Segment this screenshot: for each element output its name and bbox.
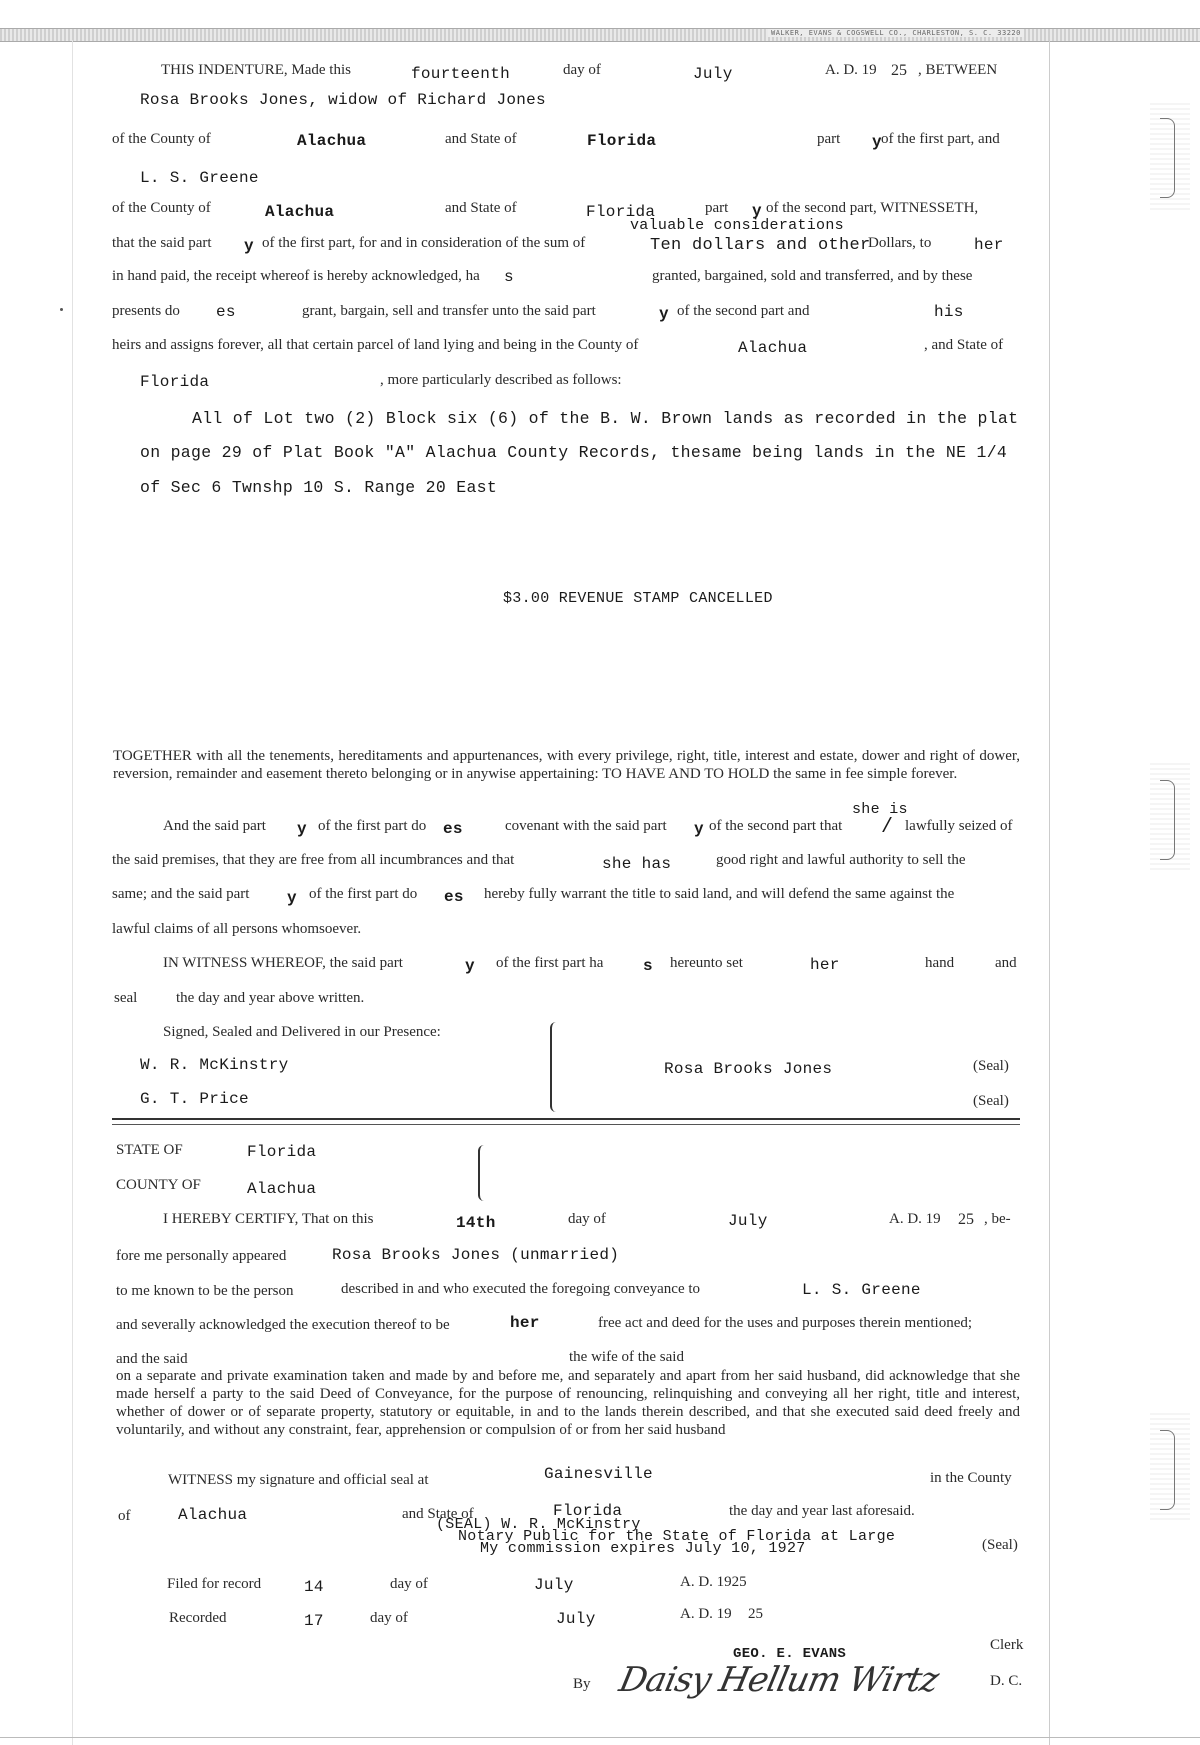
ad-label: A. D. 19 xyxy=(825,62,877,78)
and-label: and xyxy=(995,955,1017,971)
presents-do: presents do xyxy=(112,303,180,319)
severally-text: and severally acknowledged the execution thereof to be xyxy=(116,1317,450,1333)
in-witness-b: of the first part ha xyxy=(496,955,604,971)
consideration-amount: Ten dollars and other xyxy=(650,236,871,255)
day-of-label: day of xyxy=(568,1211,606,1227)
witness-name-2: G. T. Price xyxy=(140,1090,249,1108)
legal-description-line: of Sec 6 Twnshp 10 S. Range 20 East xyxy=(140,478,498,497)
same-c: hereby fully warrant the title to said land, and will defend the same against the xyxy=(484,886,955,902)
bottom-border xyxy=(0,1737,1200,1738)
ack-pronoun: her xyxy=(510,1314,540,1332)
wife-of-text: the wife of the said xyxy=(569,1349,684,1365)
grant-text: grant, bargain, sell and transfer unto the said part xyxy=(302,303,596,319)
together-clause: TOGETHER with all the tenements, hereditaments and appurtenances, with every privilege, right, title, interest and estate, dower and right of dower, reversion, remainder and easement thereto belonging or in anywise appertaining: TO HAVE AND TO HOLD the same in fee simple forever. xyxy=(113,748,1020,782)
in-witness-c: hereunto set xyxy=(670,955,743,971)
heirs-text: heirs and assigns forever, all that certain parcel of land lying and being in the County of xyxy=(112,337,639,353)
ack-year: 25 xyxy=(958,1211,974,1228)
venue-brace xyxy=(478,1145,490,1201)
seal-label: seal xyxy=(114,990,138,1006)
part-label: part xyxy=(705,200,729,216)
consideration-mid: of the first part, for and in consideration of the sum of xyxy=(262,235,586,251)
county-label: of the County of xyxy=(112,131,211,147)
recorded-month: July xyxy=(556,1610,596,1628)
covenant-b: of the first part do xyxy=(318,818,427,834)
ack-state-2: Florida xyxy=(553,1502,623,1520)
clerk-label: Clerk xyxy=(990,1637,1024,1653)
fore-me-text: fore me personally appeared xyxy=(116,1248,287,1264)
part-label: part xyxy=(817,131,841,147)
recorded-ad: A. D. 19 xyxy=(680,1606,732,1622)
second-part-and: of the second part and xyxy=(677,303,810,319)
day-of-label: day of xyxy=(563,62,601,78)
second-party-name: L. S. Greene xyxy=(140,169,259,187)
covenant-c: covenant with the said part xyxy=(505,818,667,834)
notary-seal-label: (Seal) xyxy=(982,1537,1018,1553)
clerk-name: GEO. E. EVANS xyxy=(733,1646,847,1662)
ack-place: Gainesville xyxy=(544,1465,653,1483)
recorded-day: 17 xyxy=(304,1612,324,1630)
first-part-text: of the first part, and xyxy=(881,131,1000,147)
day-of-label: day of xyxy=(370,1610,408,1626)
certify-text: I HEREBY CERTIFY, That on this xyxy=(163,1211,374,1227)
punch-dot xyxy=(60,308,63,311)
consideration-intro: that the said part xyxy=(112,235,212,251)
signed-sealed-label: Signed, Sealed and Delivered in our Presence: xyxy=(163,1024,441,1040)
revenue-stamp-note: $3.00 REVENUE STAMP CANCELLED xyxy=(503,590,773,607)
notary-commission: My commission expires July 10, 1927 xyxy=(480,1540,806,1557)
described-text: , more particularly described as follows: xyxy=(380,372,622,388)
covenant-does: es xyxy=(443,820,463,838)
she-has: she has xyxy=(602,855,672,873)
filed-day: 14 xyxy=(304,1578,324,1596)
indenture-day: fourteenth xyxy=(411,65,511,83)
binder-clip-icon xyxy=(1160,1430,1175,1510)
covenant-d: of the second part that xyxy=(709,818,843,834)
last-aforesaid-text: the day and year last aforesaid. xyxy=(729,1503,915,1519)
in-county-text: in the County xyxy=(930,1470,1012,1486)
hand-label: hand xyxy=(925,955,955,971)
ack-county: Alachua xyxy=(247,1180,317,1198)
recipient-pronoun: her xyxy=(974,236,1004,254)
ack-day: 14th xyxy=(456,1214,496,1232)
same-a: same; and the said part xyxy=(112,886,250,902)
part-suffix: y xyxy=(872,133,882,151)
known-b: described in and who executed the foregoing conveyance to xyxy=(341,1281,701,1297)
part-suffix: y xyxy=(287,889,297,907)
part-suffix: y xyxy=(659,305,669,323)
binder-clip-icon xyxy=(1160,780,1175,860)
and-state-of: , and State of xyxy=(924,337,1004,353)
separate-examination-clause: on a separate and private examination taken and made by and before me, and separately and apart from her said husband, did acknowledge that she made herself a party to the said Deed of Conveyance, for the purpose of renouncing, relinquishing and conveying all her right, title and interest, whether of dower or of separate property, statutory or equitable, in and to the lands therein described, and that she executed said deed freely and voluntarily, and without any constraint, fear, apprehension or compulsion of or from her said husband xyxy=(116,1368,1020,1438)
premises-b: good right and lawful authority to sell the xyxy=(716,852,966,868)
part-suffix: y xyxy=(297,820,307,838)
ad-label: A. D. 19 xyxy=(889,1211,941,1227)
has-suffix: s xyxy=(504,268,514,286)
be-label: , be- xyxy=(984,1211,1011,1227)
filed-ad: A. D. 1925 xyxy=(680,1574,747,1590)
ack-county-2: Alachua xyxy=(178,1506,248,1524)
dollars-to: Dollars, to xyxy=(868,235,932,251)
known-a: to me known to be the person xyxy=(116,1283,294,1299)
ack-state: Florida xyxy=(247,1143,317,1161)
ack-month: July xyxy=(728,1212,768,1230)
indenture-year: 25 xyxy=(891,62,907,79)
seal-label-1: (Seal) xyxy=(973,1058,1009,1074)
indenture-month: July xyxy=(693,65,733,83)
state-of-label: STATE OF xyxy=(116,1142,183,1158)
filed-label: Filed for record xyxy=(167,1576,262,1592)
part-suffix: y xyxy=(244,237,254,255)
section-divider xyxy=(112,1118,1020,1125)
insertion-slash: / xyxy=(881,816,894,839)
land-state: Florida xyxy=(140,373,210,391)
and-the-said: and the said xyxy=(116,1351,188,1367)
appeared-person: Rosa Brooks Jones (unmarried) xyxy=(332,1246,620,1264)
covenant-a: And the said part xyxy=(163,818,266,834)
in-witness-a: IN WITNESS WHEREOF, the said part xyxy=(163,955,403,971)
second-part-text: of the second part, WITNESSETH, xyxy=(766,200,979,216)
left-margin-rule xyxy=(72,40,73,1745)
same-b: of the first part do xyxy=(309,886,418,902)
part-suffix: y xyxy=(465,957,475,975)
by-label: By xyxy=(573,1676,591,1692)
day-year-text: the day and year above written. xyxy=(176,990,365,1006)
does-suffix: es xyxy=(216,303,236,321)
state-label: and State of xyxy=(445,200,517,216)
right-margin-rule xyxy=(1049,40,1050,1745)
part-suffix: y xyxy=(752,202,762,220)
witness-name-1: W. R. McKinstry xyxy=(140,1056,289,1074)
and-state-of: and State of xyxy=(402,1506,474,1522)
first-county: Alachua xyxy=(297,132,367,150)
day-of-label: day of xyxy=(390,1576,428,1592)
county-of-label: COUNTY OF xyxy=(116,1177,201,1193)
legal-description-line: on page 29 of Plat Book "A" Alachua County Records, thesame being lands in the NE 1/4 xyxy=(140,443,1008,462)
state-label: and State of xyxy=(445,131,517,147)
lawful-claims: lawful claims of all persons whomsoever. xyxy=(112,921,362,937)
recorded-year: 25 xyxy=(748,1606,763,1622)
filed-month: July xyxy=(534,1576,574,1594)
signature-brace xyxy=(550,1022,562,1112)
granted-text: granted, bargained, sold and transferred, and by these xyxy=(652,268,973,284)
part-suffix: y xyxy=(694,820,704,838)
second-county: Alachua xyxy=(265,203,335,221)
same-does: es xyxy=(444,888,464,906)
second-state: Florida xyxy=(586,203,656,221)
dc-label: D. C. xyxy=(990,1673,1023,1689)
grantor-signature: Rosa Brooks Jones xyxy=(664,1060,833,1078)
county-label: of the County of xyxy=(112,200,211,216)
legal-description-line: All of Lot two (2) Block six (6) of the B. W. Brown lands as recorded in the plat xyxy=(192,409,1019,428)
first-state: Florida xyxy=(587,132,657,150)
in-witness-s: s xyxy=(643,957,653,975)
seal-label-2: (Seal) xyxy=(973,1093,1009,1109)
between-label: , BETWEEN xyxy=(918,62,998,78)
first-party-name: Rosa Brooks Jones, widow of Richard Jones xyxy=(140,91,546,109)
land-county: Alachua xyxy=(738,339,808,357)
receipt-text: in hand paid, the receipt whereof is hereby acknowledged, ha xyxy=(112,268,480,284)
notary-title: Notary Public for the State of Florida at Large xyxy=(458,1528,896,1545)
she-is-addendum: she is xyxy=(852,801,908,818)
consideration-addendum: valuable considerations xyxy=(630,217,844,234)
witness-sig-text: WITNESS my signature and official seal at xyxy=(168,1472,429,1488)
premises-a: the said premises, that they are free from all incumbrances and that xyxy=(112,852,515,868)
recorded-label: Recorded xyxy=(169,1610,227,1626)
witness-pronoun: her xyxy=(810,956,840,974)
deputy-clerk-signature: Daisy Hellum Wirtz xyxy=(615,1660,942,1700)
indenture-intro: THIS INDENTURE, Made this xyxy=(161,62,351,78)
free-act-text: free act and deed for the uses and purposes therein mentioned; xyxy=(598,1315,973,1331)
notary-seal-line: (SEAL) W. R. McKinstry xyxy=(436,1516,641,1533)
ack-grantee: L. S. Greene xyxy=(802,1281,921,1299)
printer-imprint: WALKER, EVANS & COGSWELL CO., CHARLESTON, S. C. 33220 xyxy=(768,29,1024,37)
grantee-pronoun: his xyxy=(934,303,964,321)
binder-clip-icon xyxy=(1160,118,1175,198)
covenant-e: lawfully seized of xyxy=(905,818,1013,834)
of-label: of xyxy=(118,1508,131,1524)
